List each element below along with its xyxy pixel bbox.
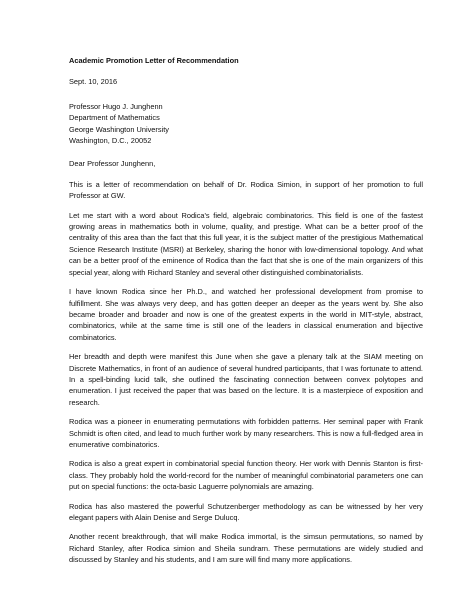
recipient-name: Professor Hugo J. Junghenn <box>69 101 163 111</box>
recipient-city: Washington, D.C., 20052 <box>69 136 152 146</box>
recipient-university: George Washington University <box>69 124 169 134</box>
paragraph-pioneer: Rodica was a pioneer in enumerating permutations with forbidden patterns. Her seminal paper with Frank Schmidt is often cited, and lead to much further work by many researchers. This is now a full-fledged area in enumerative combinatorics. <box>69 417 423 449</box>
letter-page <box>69 55 423 574</box>
recipient-department: Department of Mathematics <box>69 113 160 123</box>
paragraph-schutzenberger: Rodica has also mastered the powerful Schutzenberger methodology as can be witnessed by her very elegant papers with Alain Denise and Serge Dulucq. <box>69 501 423 522</box>
recipient-address <box>69 101 423 147</box>
salutation: Dear Professor Junghenn, <box>69 159 156 169</box>
letter-title: Academic Promotion Letter of Recommendation <box>69 56 239 65</box>
paragraph-intro: This is a letter of recommendation on behalf of Dr. Rodica Simion, in support of her promotion to full Professor at GW. <box>69 179 423 201</box>
paragraph-breadth: Her breadth and depth were manifest this June when she gave a plenary talk at the SIAM meeting on Discrete Mathematics, in front of an audience of several hundred participants, that I was fortunate to attend. In a spell-binding lucid talk, she outlined the fascinating connection between convex polytopes and enumeration. I just received the paper that was based on the lecture. It is a masterpiece of exposition and research. <box>69 352 423 407</box>
paragraph-special-functions: Rodica is also a great expert in combinatorial special function theory. Her work with Dennis Stanton is first-class. They probably hold the world-record for the number of meaningful combinatorial parameters one can put on special functions: the octa-basic Laguerre polynomials are amazing. <box>69 459 423 492</box>
paragraph-field: Let me start with a word about Rodica's field, algebraic combinatorics. This field is one of the fastest growing areas in mathematics both in volume, quality, and prestige. What can be a better proof of the centrality of this area than the fact that this full year, it is the subject matter of the prestigious Mathematical Science Research Institute (MSRI) at Berkeley, sharing the honor with low-dimensional topology. And what can be a better proof of the eminence of Rodica than the fact that she is one of the main organizers of this special year, along with Richard Stanley and several other distinguished combinatorialists. <box>69 210 423 277</box>
letter-date: Sept. 10, 2016 <box>69 77 118 87</box>
paragraph-known: I have known Rodica since her Ph.D., and watched her professional development from promise to fulfillment. She was always very deep, and has gotten deeper an deeper as the years went by. She also became broader and broader and now is one of the greatest experts in the world in MIT-style, abstract, combinatorics, while at the same time is still one of the leaders in classical enumeration and bijective combinatorics. <box>69 287 423 342</box>
paragraph-simsun: Another recent breakthrough, that will make Rodica immortal, is the simsun permutations, so named by Richard Stanley, after Rodica simion and Sheila sundrarn. These permutations are widely studied and discussed by Stanley and his students, and I am sure will find many more applications. <box>69 532 423 565</box>
